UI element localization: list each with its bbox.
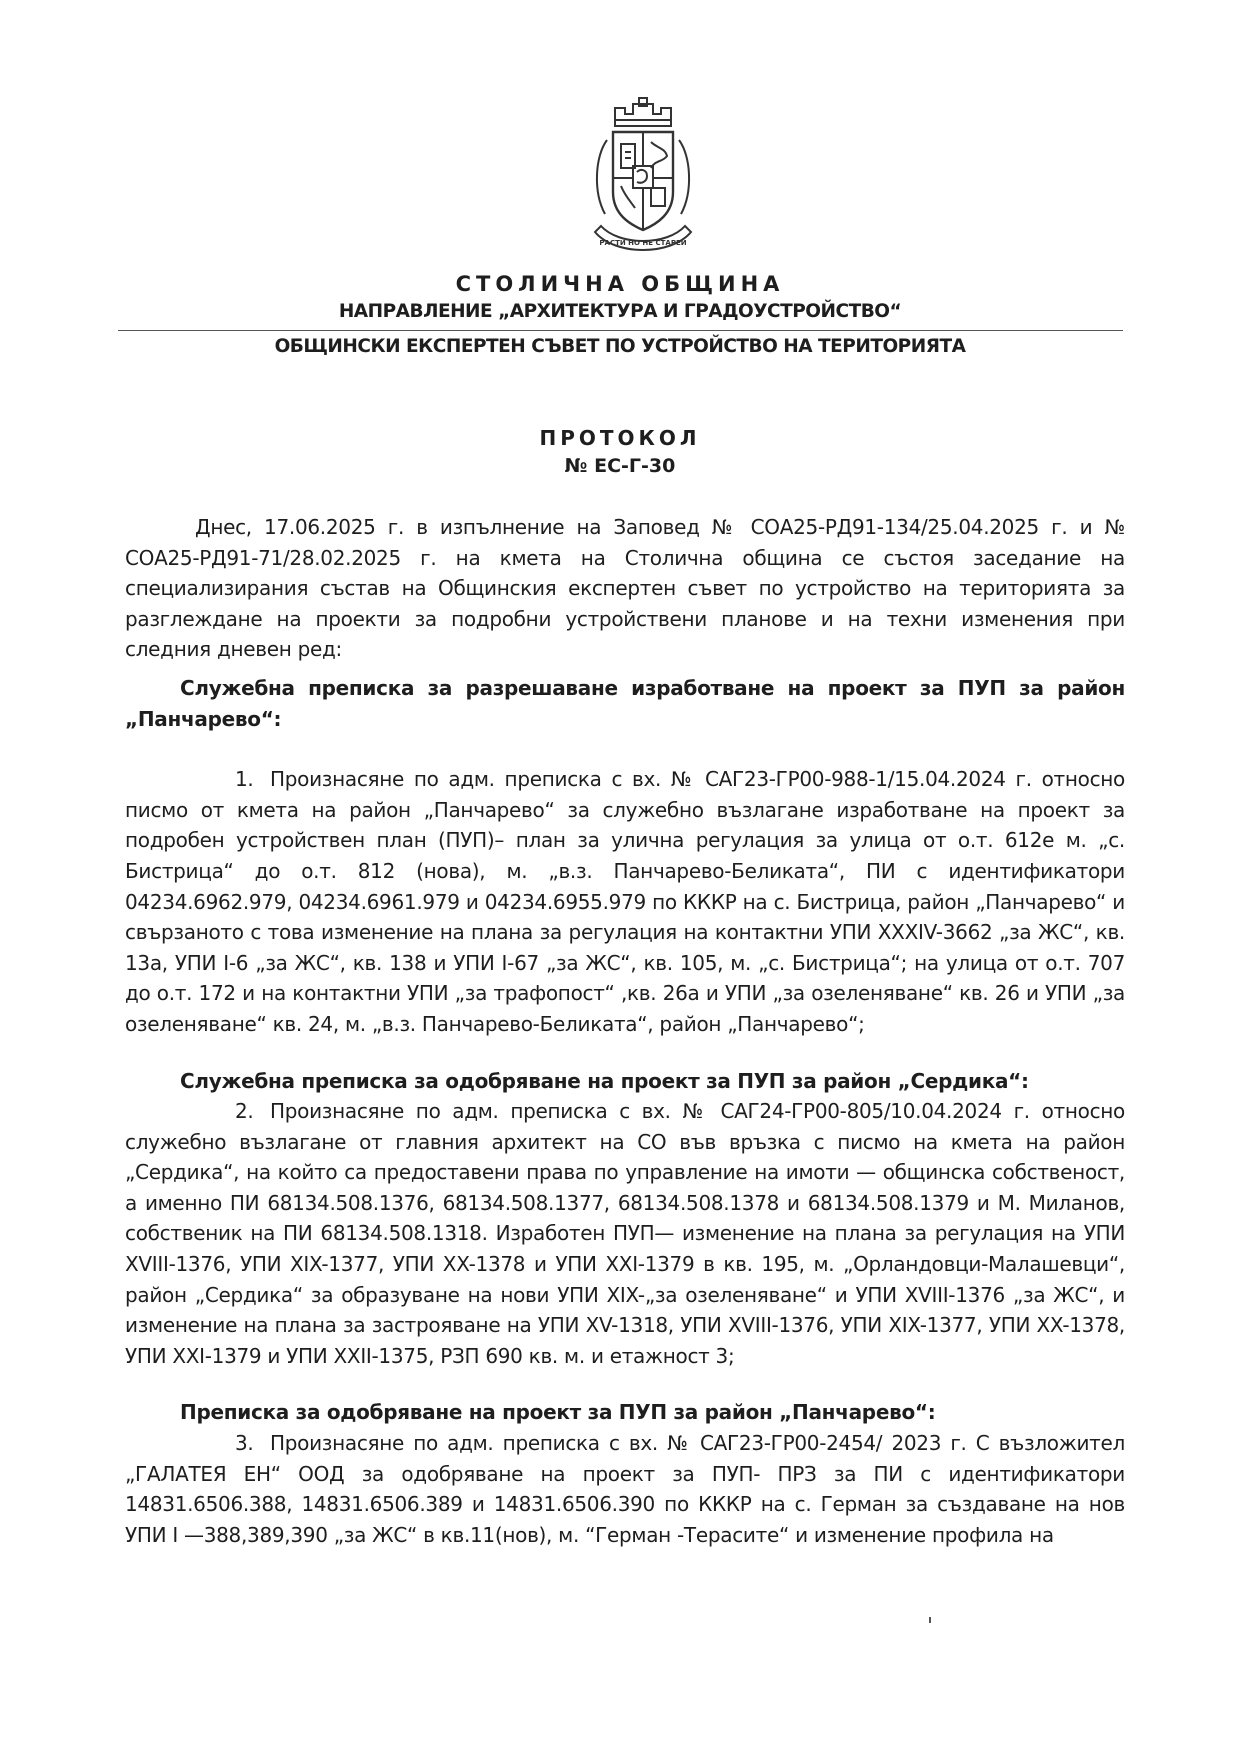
item-number: 3. (235, 1431, 254, 1456)
svg-text:РАСТИ НО НЕ СТАРЕЙ: РАСТИ НО НЕ СТАРЕЙ (599, 239, 687, 247)
organization-title: СТОЛИЧНА ОБЩИНА (455, 272, 785, 296)
section-heading: Служебна преписка за разрешаване изработване на проект за ПУП за район „Панчарево“: (125, 675, 1125, 731)
section-heading: Преписка за одобряване на проект за ПУП за район „Панчарево“: (180, 1400, 936, 1425)
header-divider (118, 330, 1123, 331)
sofia-coat-of-arms-icon (585, 96, 701, 264)
item-number: 1. (235, 767, 254, 792)
scan-speck (929, 1617, 931, 1623)
intro-paragraph: Днес, 17.06.2025 г. в изпълнение на Заповед № СОА25-РД91-134/25.04.2025 г. и № СОА25-РД91-71/28.02.2025 г. на кмета на Столична община се състоя заседание на специализирания състав на Общинския експертен съвет по устройство на територията за разглеждане на проекти за подробни устройствени планове и на техни изменения при следния дневен ред: (125, 515, 1125, 662)
item-number: 2. (235, 1099, 254, 1124)
document-body (125, 512, 1125, 1550)
agenda-item (125, 1096, 1125, 1371)
section-heading: Служебна преписка за одобряване на проект за ПУП за район „Сердика“: (180, 1068, 1029, 1093)
agenda-item (125, 1428, 1125, 1550)
council-title: ОБЩИНСКИ ЕКСПЕРТЕН СЪВЕТ ПО УСТРОЙСТВО НА ТЕРИТОРИЯТА (274, 336, 966, 357)
agenda-item (125, 764, 1125, 1039)
item-text: Произнасяне по адм. преписка с вх. № САГ23-ГР00-988-1/15.04.2024 г. относно писмо от кмета на район „Панчарево“ за служебно възлагане изработване на проект за подробен устройствен план (ПУП)– план за улична регулация за улица от о.т. 612е м. „с. Бистрица“ до о.т. 812 (нова), м. „в.з. Панчарево-Беликата“, ПИ с идентификатори 04234.6962.979, 04234.6961.979 и 04234.6955.979 по КККР на с. Бистрица, район „Панчарево“ и свързаното с това изменение на плана за регулация на контактни УПИ XXXIV-3662 „за ЖС“, кв. 13а, УПИ I-6 „за ЖС“, кв. 138 и УПИ I-67 „за ЖС“, кв. 105, м. „с. Бистрица“; на улица от о.т. 707 до о.т. 172 и на контактни УПИ „за трафопост“ ,кв. 26а и УПИ „за озеленяване“ кв. 26 и УПИ „за озеленяване“ кв. 24, м. „в.з. Панчарево-Беликата“, район „Панчарево“; (125, 767, 1125, 1036)
department-title: НАПРАВЛЕНИЕ „АРХИТЕКТУРА И ГРАДОУСТРОЙСТВО“ (338, 301, 902, 322)
protocol-number: № ЕС-Г-30 (564, 455, 676, 477)
item-text: Произнасяне по адм. преписка с вх. № САГ23-ГР00-2454/ 2023 г. С възложител „ГАЛАТЕЯ ЕН“ ООД за одобряване на проект за ПУП- ПРЗ за ПИ с идентификатори 14831.6506.388, 14831.6506.389 и 14831.6506.390 по КККР на с. Герман за създаване на нов УПИ I —388,389,390 „за ЖС“ в кв.11(нов), м. “Герман -Терасите“ и изменение профила на (125, 1431, 1125, 1547)
protocol-title: ПРОТОКОЛ (539, 426, 701, 450)
item-text: Произнасяне по адм. преписка с вх. № САГ24-ГР00-805/10.04.2024 г. относно служебно възлагане от главния архитект на СО във връзка с писмо на кмета на район „Сердика“, на който са предоставени права по управление на имоти — общинска собственост, а именно ПИ 68134.508.1376, 68134.508.1377, 68134.508.1378 и 68134.508.1379 и М. Миланов, собственик на ПИ 68134.508.1318. Изработен ПУП— изменение на плана за регулация на УПИ XVIII-1376, УПИ XIX-1377, УПИ XX-1378 и УПИ XXI-1379 в кв. 195, м. „Орландовци-Малашевци“, район „Сердика“ за образуване на нови УПИ XIX-„за озеленяване“ и УПИ XVIII-1376 „за ЖС“, и изменение на плана за застрояване на УПИ XV-1318, УПИ XVIII-1376, УПИ XIX-1377, УПИ XX-1378, УПИ XXI-1379 и УПИ XXII-1375, РЗП 690 кв. м. и етажност 3; (125, 1099, 1125, 1368)
